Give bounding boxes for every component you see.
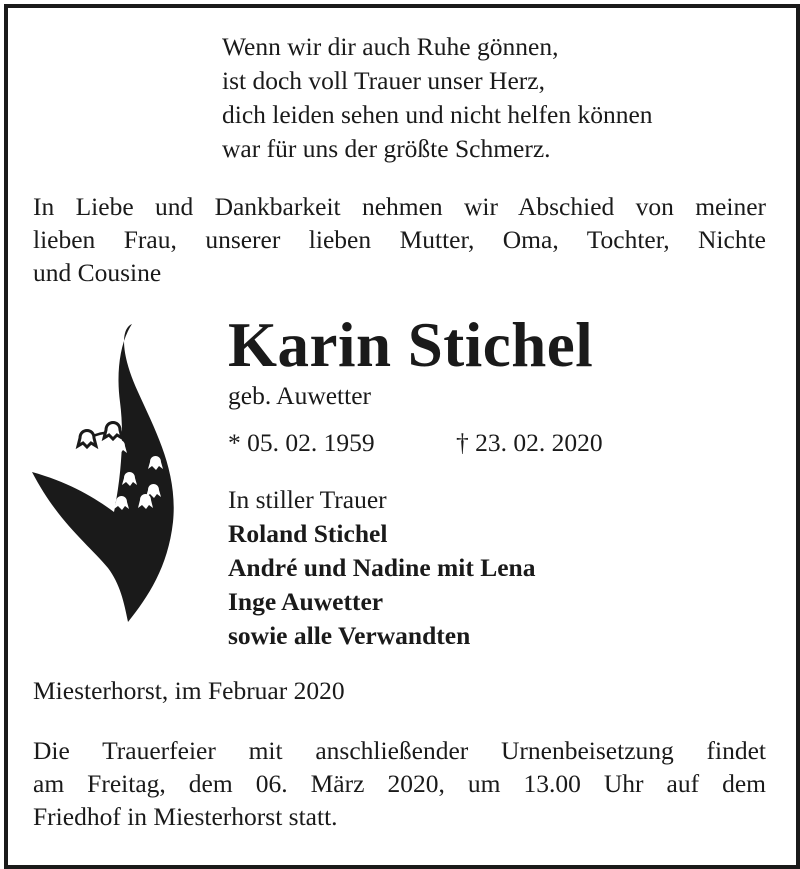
poem-line: war für uns der größte Schmerz. [222,134,551,163]
funeral-line: am Freitag, dem 06. März 2020, um 13.00 Uhr auf dem [33,769,766,798]
intro-paragraph [33,190,766,289]
funeral-line: Friedhof in Miesterhorst statt. [33,802,338,831]
funeral-line: Die Trauerfeier mit anschließender Urnenbeisetzung findet [33,736,766,765]
mourner-name: André und Nadine mit Lena [228,553,536,582]
poem [222,30,653,166]
death-date: † 23. 02. 2020 [456,428,603,457]
intro-line: und Cousine [33,258,162,287]
mourner-name: Inge Auwetter [228,587,384,616]
poem-line: Wenn wir dir auch Ruhe gönnen, [222,32,559,61]
poem-line: ist doch voll Trauer unser Herz, [222,66,545,95]
mourner-name: sowie alle Verwandten [228,621,471,650]
intro-line: lieben Frau, unserer lieben Mutter, Oma, Tochter, Nichte [33,225,766,254]
mourners-intro: In stiller Trauer [228,485,387,514]
poem-line: dich leiden sehen und nicht helfen können [222,100,653,129]
funeral-notice [33,734,766,833]
maiden-name: geb. Auwetter [228,381,372,410]
intro-line: In Liebe und Dankbarkeit nehmen wir Abschied von meiner [33,192,766,221]
deceased-name: Karin Stichel [228,310,594,380]
lily-of-the-valley-icon [28,322,188,632]
mourner-name: Roland Stichel [228,519,388,548]
birth-date: * 05. 02. 1959 [228,428,375,457]
place-date: Miesterhorst, im Februar 2020 [33,676,345,705]
